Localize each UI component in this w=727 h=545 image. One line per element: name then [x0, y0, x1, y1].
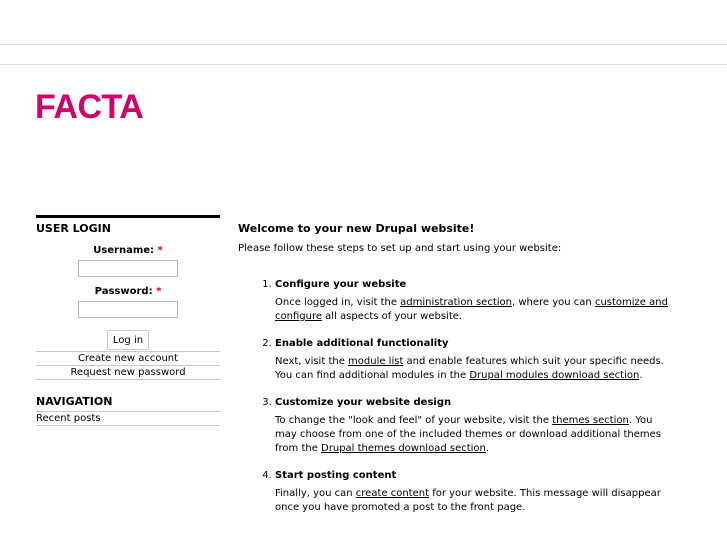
log-in-button[interactable]: Log in	[107, 330, 149, 350]
step-body: Finally, you can create content for your website. This message will disappear once you have promoted a post to the front page.	[275, 488, 661, 513]
module-list-link[interactable]: module list	[348, 356, 404, 367]
step-title: 1. Configure your website	[275, 279, 407, 290]
user-login-title: USER LOGIN	[36, 215, 220, 236]
create-account-link[interactable]: Create new account	[36, 351, 220, 365]
username-form-item	[36, 245, 220, 277]
drupal-modules-download-link[interactable]: Drupal modules download section	[469, 370, 640, 381]
step-title: 2. Enable additional functionality	[275, 338, 449, 349]
header-top-rule	[0, 44, 727, 45]
required-marker: *	[157, 245, 163, 256]
step-title: 3. Customize your website design	[275, 397, 452, 408]
navigation-block	[36, 395, 220, 426]
intro-text: Please follow these steps to set up and start using your website:	[238, 243, 562, 254]
step-item	[275, 337, 668, 383]
drupal-themes-download-link[interactable]: Drupal themes download section	[321, 443, 486, 454]
password-input[interactable]	[78, 301, 178, 318]
user-login-block	[36, 215, 220, 380]
header-bottom-rule	[0, 64, 727, 65]
username-label: Username: *	[93, 245, 163, 256]
navigation-title: NAVIGATION	[36, 395, 113, 408]
site-logo[interactable]: FACTA	[35, 88, 144, 126]
customize-and-configure-link[interactable]: customize and configure	[275, 297, 668, 322]
main-content	[238, 222, 668, 528]
password-form-item	[36, 286, 220, 318]
login-links	[36, 351, 220, 380]
step-item	[275, 469, 668, 515]
create-content-link[interactable]: create content	[355, 488, 430, 499]
step-title: 4. Start posting content	[275, 470, 397, 481]
step-item	[275, 396, 668, 456]
login-actions	[36, 330, 220, 350]
navigation-list	[36, 411, 220, 426]
required-marker: *	[156, 286, 162, 297]
step-item	[275, 278, 668, 324]
sidebar	[36, 215, 220, 426]
step-body: Once logged in, visit the administration section, where you can customize and configure all aspects of your website.	[275, 297, 668, 322]
step-body: Next, visit the module list and enable features which suit your specific needs. You can find additional modules in the Drupal modules download section.	[275, 356, 664, 381]
page-title: Welcome to your new Drupal website!	[238, 222, 475, 235]
step-body: To change the "look and feel" of your website, visit the themes section. You may choose from one of the included themes or download additional themes from the Drupal themes download section.	[275, 415, 661, 454]
administration-section-link[interactable]: administration section	[400, 297, 512, 308]
nav-item-recent-posts[interactable]: Recent posts	[36, 411, 220, 426]
username-input[interactable]	[78, 260, 178, 277]
setup-steps	[238, 278, 668, 515]
password-label: Password: *	[94, 286, 162, 297]
themes-section-link[interactable]: themes section	[552, 415, 629, 426]
request-password-link[interactable]: Request new password	[36, 365, 220, 380]
